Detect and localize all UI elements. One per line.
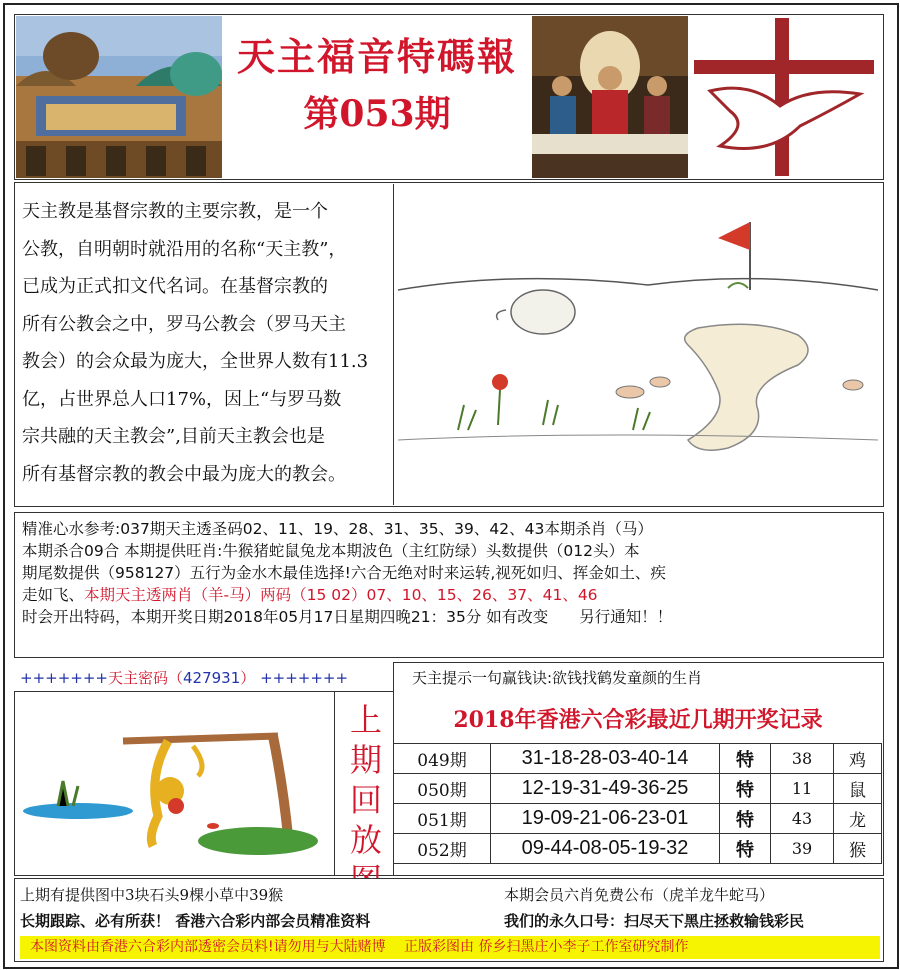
numbers-cell: 09-44-08-05-19-32 [491, 834, 720, 864]
cathedral-photo [16, 16, 222, 178]
cross-dove-emblem [690, 16, 882, 178]
issue-number: 第053期 [303, 93, 451, 135]
period-cell: 052期 [394, 834, 491, 864]
intro-line: 教会）的会众最为庞大，全世界人数有11.3 [22, 351, 369, 372]
footer-banner: 本图资料由香港六合彩内部透密会员料!请勿用与大陆赌博 正版彩图由 侨乡扫黑庄小李子工作室研究制作 [20, 936, 880, 959]
table-row [394, 834, 882, 864]
replay-divider [334, 692, 335, 876]
zodiac-cell: 龙 [834, 804, 882, 834]
special-number-cell: 39 [771, 834, 834, 864]
info-line-4 [22, 584, 884, 606]
monkey-cartoon [18, 696, 332, 872]
special-number-cell: 38 [771, 744, 834, 774]
footer-left-2: 长期跟踪、必有所获！ 香港六合彩内部会员精准资料 [20, 912, 371, 930]
prediction-info [22, 518, 884, 628]
numbers-cell: 31-18-28-03-40-14 [491, 744, 720, 774]
zodiac-cell: 鸡 [834, 744, 882, 774]
info-line-5: 时会开出特码，本期开奖日期2018年05月17日星期四晚21：35分 如有改变 另行通知！！ [22, 608, 673, 626]
period-cell: 051期 [394, 804, 491, 834]
newspaper-title: 天主福音特碼報 [236, 34, 517, 79]
intro-line: 公教，自明朝时就沿用的名称“天主教”， [22, 238, 347, 260]
numbers-cell: 12-19-31-49-36-25 [491, 774, 720, 804]
footer-right-2: 我们的永久口号：扫尽天下黑庄拯救输钱彩民 [504, 912, 805, 930]
table-row [394, 804, 882, 834]
intro-line: 所有公教会之中，罗马公教会（罗马天主 [22, 313, 346, 335]
replay-char: 回 [349, 781, 382, 819]
period-cell: 049期 [394, 744, 491, 774]
mima-close: ） [240, 669, 256, 687]
mima-plus-left: +++++++ [20, 669, 108, 687]
zodiac-cell: 猴 [834, 834, 882, 864]
replay-char: 放 [349, 821, 382, 859]
special-number-cell: 43 [771, 804, 834, 834]
footer-left-1: 上期有提供图中3块石头9棵小草中39猴 [20, 886, 284, 904]
period-cell: 050期 [394, 774, 491, 804]
records-title: 2018年香港六合彩最近几期开奖记录 [453, 707, 823, 733]
last-period-replay-label [340, 700, 392, 900]
mima-plus-right: +++++++ [260, 669, 349, 687]
replay-char: 上 [349, 701, 382, 739]
table-row [394, 744, 882, 774]
tianzhu-tip: 天主提示一句赢钱诀:欲钱找鹤发童颜的生肖 [412, 669, 703, 687]
info-line-4-prefix: 走如飞、 [22, 586, 85, 604]
intro-line: 亿，占世界总人口17%，因上“与罗马数 [22, 388, 342, 410]
tianzhu-code [20, 667, 348, 688]
special-label-cell: 特 [720, 774, 771, 804]
intro-line: 所有基督宗教的教会中最为庞大的教会。 [22, 463, 346, 485]
numbers-cell: 19-09-21-06-23-01 [491, 804, 720, 834]
special-label-cell: 特 [720, 804, 771, 834]
info-line-4-highlight: 本期天主透两肖（羊-马）两码（15 02）07、10、15、26、37、41、46 [84, 586, 598, 604]
intro-line: 天主教是基督宗教的主要宗教，是一个 [22, 201, 328, 222]
intro-divider [393, 184, 394, 505]
golf-course-cartoon [398, 200, 878, 500]
table-row [394, 774, 882, 804]
special-number-cell: 11 [771, 774, 834, 804]
zodiac-cell: 鼠 [834, 774, 882, 804]
intro-line: 宗共融的天主教会”,目前天主教会也是 [22, 426, 325, 447]
info-line-3: 期尾数提供（958127）五行为金水木最佳选择!六合无绝对时来运转,视死如归、挥金如土、疾 [22, 564, 666, 582]
special-label-cell: 特 [720, 744, 771, 774]
special-label-cell: 特 [720, 834, 771, 864]
info-line-2: 本期杀合09合 本期提供旺肖:牛猴猪蛇鼠兔龙本期波色（主红防绿）头数提供（012头）本 [22, 542, 640, 560]
mima-code: 427931 [183, 669, 241, 687]
mima-label: 天主密码（ [107, 669, 183, 687]
intro-text [22, 193, 382, 493]
records-table [393, 743, 882, 864]
replay-char: 期 [349, 741, 382, 779]
footer-right-1: 本期会员六肖免费公布（虎羊龙牛蛇马） [504, 886, 775, 904]
last-supper-painting [532, 16, 688, 178]
intro-line: 已成为正式扣文代名词。在基督宗教的 [22, 276, 328, 297]
info-line-1: 精准心水参考:037期天主透圣码02、11、19、28、31、35、39、42、43本期杀肖（马） [22, 520, 653, 538]
